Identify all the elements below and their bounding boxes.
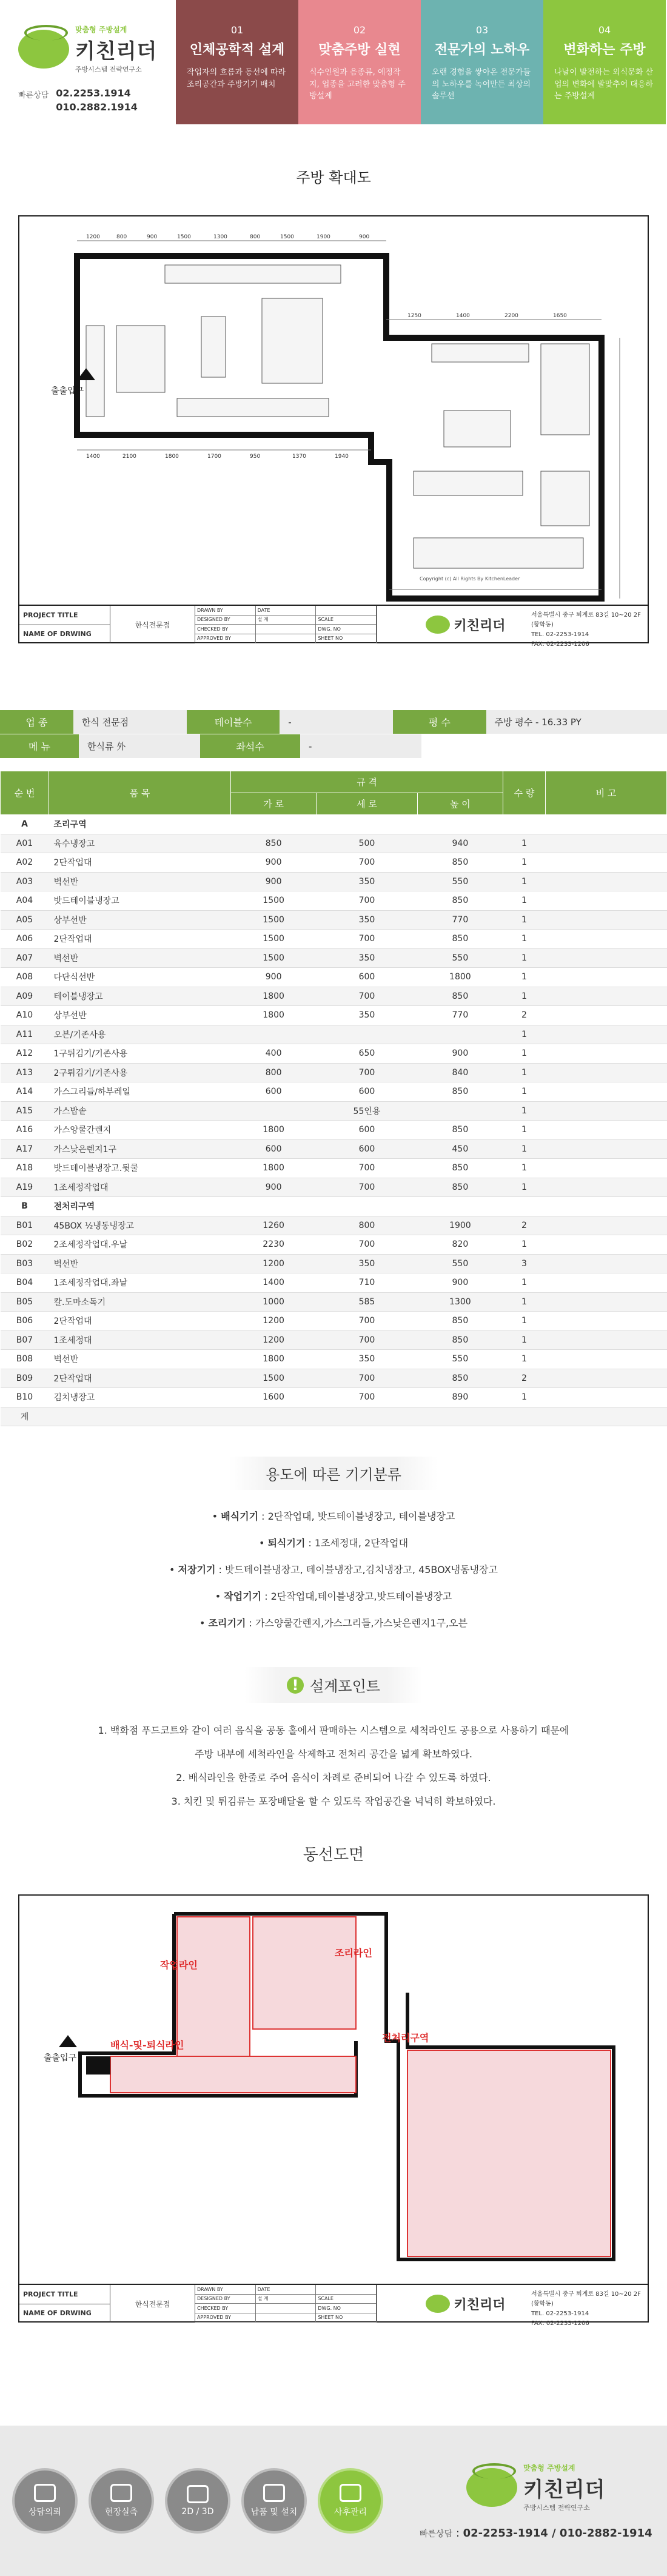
table-row: A02 2단작업대 900 700 850 1 [1, 853, 667, 873]
table-row: A09 테이블냉장고 1800 700 850 1 [1, 987, 667, 1006]
info-key: 평 수 [393, 710, 486, 734]
logo[interactable] [18, 24, 176, 74]
info-row [0, 710, 667, 734]
info-value: - [280, 710, 393, 734]
logo-inst: 주방시스템 전략연구소 [75, 65, 142, 73]
feature-card-04 [543, 0, 666, 124]
table-row: B02 2조세정작업대.우날 2230 700 820 1 [1, 1235, 667, 1255]
table-row: B 전처리구역 [1, 1197, 667, 1216]
plan-dimension: 1250 [407, 313, 421, 319]
table-row: A10 상부선반 1800 350 770 2 [1, 1006, 667, 1025]
tb-name-of-drawing: NAME OF DRWING [23, 630, 92, 639]
flow-label-cook: 조리라인 [335, 1947, 372, 1959]
category-section [0, 1457, 667, 1637]
design-point-line: 1. 백화점 푸드코트와 같이 여러 음식을 공동 홀에서 판매하는 시스템으로 세척라인도 공용으로 사용하기 때문에 [98, 1725, 569, 1736]
tb-logo: 키친리더 [405, 606, 526, 643]
flow-entrance-label: 출출입구 [44, 2053, 77, 2063]
header [0, 0, 667, 124]
floor-plan-svg [19, 216, 648, 605]
plan-dimension: 2100 [122, 454, 136, 460]
feature-desc: 식수인원과 음종류, 예정작지, 업종을 고려한 맞춤형 주방설계 [309, 68, 406, 101]
table-row: A01 육수냉장고 850 500 940 1 [1, 834, 667, 853]
info-value: 한식류 外 [79, 734, 200, 758]
th-qty: 수 량 [503, 771, 546, 815]
info-key: 업 종 [0, 710, 73, 734]
table-row: B05 칼.도마소독기 1000 585 1300 1 [1, 1292, 667, 1312]
th-no: 순 번 [1, 771, 49, 815]
plan-dimension: 800 [116, 234, 127, 240]
plan-dimension: 1940 [335, 454, 349, 460]
logo-badge [18, 30, 69, 69]
table-row: 계 [1, 1407, 667, 1426]
category-item: • 작업기기 : 2단작업대,테이블냉장고,밧드테이블냉장고 [215, 1591, 452, 1602]
table-row: B04 1조세정작업대.좌날 1400 710 900 1 [1, 1273, 667, 1293]
plan-copyright: Copyright (c) All Rights By KitchenLeader [420, 576, 520, 582]
design-point-line: 주방 내부에 세척라인을 삭제하고 전처리 공간을 넓게 확보하였다. [194, 1748, 472, 1760]
floor-plan-drawing [18, 215, 649, 648]
plan-dimension: 1500 [280, 234, 294, 240]
brand [0, 0, 176, 124]
table-row: A11 오븐/기존사용 1 [1, 1025, 667, 1044]
feature-desc: 나날이 발전하는 외식문화 산업의 변화에 발맞추어 대응하는 주방설계 [554, 68, 654, 101]
info-value: 주방 평수 - 16.33 PY [486, 710, 667, 734]
tb-project-title: PROJECT TITLE [19, 606, 110, 625]
phone-2[interactable]: 010.2882.1914 [56, 101, 138, 113]
table-row: A19 1조세정작업대 900 700 850 1 [1, 1178, 667, 1197]
th-width: 가 로 [231, 793, 317, 815]
contact-label: 빠른상담 [18, 91, 49, 100]
design-points [0, 1667, 667, 1813]
table-row: A03 벽선반 900 350 550 1 [1, 872, 667, 891]
feature-title: 인체공학적 설계 [189, 42, 285, 58]
table-row: A06 2단작업대 1500 700 850 1 [1, 930, 667, 949]
plan-dimension: 800 [250, 234, 261, 240]
info-row [0, 734, 667, 759]
th-item: 품 목 [49, 771, 231, 815]
th-size: 규 격 [231, 771, 503, 793]
plan-dimension: 1700 [207, 454, 221, 460]
table-row: B03 벽선반 1200 350 550 3 [1, 1254, 667, 1273]
info-key: 테이블수 [187, 710, 280, 734]
th-note: 비 고 [546, 771, 667, 815]
feature-number: 04 [598, 24, 611, 36]
table-row: A13 2구튀김기/기존사용 800 700 840 1 [1, 1063, 667, 1082]
flow-label-work: 작업라인 [160, 1959, 198, 1971]
feature-desc: 오랜 경험을 쌓아온 전문가들의 노하우를 녹여만든 최상의 솔루션 [432, 68, 531, 101]
plan-dimension: 1650 [553, 313, 567, 319]
service-step-3[interactable]: 2D / 3D [165, 2468, 230, 2534]
plan-dimension: 900 [147, 234, 158, 240]
table-row: B01 45BOX ½냉동냉장고 1260 800 1900 2 [1, 1216, 667, 1235]
phone-1[interactable]: 02.2253.1914 [56, 87, 131, 99]
plan-dimension: 950 [250, 454, 261, 460]
footer-contact[interactable]: 빠른상담 : 02-2253-1914 / 010-2882-1914 [420, 2526, 652, 2540]
project-info [0, 710, 667, 759]
contact [18, 87, 176, 113]
table-row: B09 2단작업대 1500 700 850 2 [1, 1369, 667, 1388]
th-height: 높 이 [417, 793, 503, 815]
plan-dimension: 2200 [504, 313, 518, 319]
flow-svg [19, 1896, 648, 2284]
flow-label-serve: 배식-및-퇴식라인 [110, 2039, 184, 2051]
table-row: A17 가스낮은렌지1구 600 600 450 1 [1, 1139, 667, 1159]
title-block [19, 605, 648, 648]
category-item: • 퇴식기기 : 1조세정대, 2단작업대 [258, 1537, 409, 1549]
flow-label-prep: 전처리구역 [382, 2032, 429, 2044]
step-icon [187, 2485, 209, 2503]
table-row: A08 다단식선반 900 600 1800 1 [1, 968, 667, 987]
feature-number: 01 [230, 24, 244, 36]
table-row: B07 1조세정대 1200 700 850 1 [1, 1330, 667, 1350]
flow-zone-cook [253, 1917, 356, 2029]
points-title: 설계포인트 [310, 1678, 380, 1695]
table-row: A18 밧드테이블냉장고.뒷쿨 1800 700 850 1 [1, 1159, 667, 1178]
tb-grid: DRAWN BY DATE DESIGNED BY 설 계 SCALE CHECKED BY DWG. NO APPROVED BY SHEET NO [195, 606, 377, 643]
info-value: - [300, 734, 421, 758]
flow-title: 동선도면 [303, 1846, 364, 1864]
info-value: 한식 전문점 [73, 710, 187, 734]
feature-card-02 [298, 0, 421, 124]
section-title-plan: 주방 확대도 [296, 169, 371, 186]
spec-table [0, 771, 667, 1426]
table-row: A15 가스밥솥 55인용 1 [1, 1101, 667, 1121]
step-icon [110, 2484, 132, 2502]
feature-desc: 작업자의 흐름과 동선에 따라 조리공간과 주방기기 배치 [187, 68, 286, 89]
step-icon [34, 2484, 56, 2502]
feature-strip [176, 0, 666, 124]
feature-title: 변화하는 주방 [563, 42, 646, 58]
plan-dimension: 1400 [86, 454, 100, 460]
service-step-1[interactable]: 상담의뢰 [12, 2468, 78, 2534]
plan-dimension: 900 [359, 234, 370, 240]
service-step-2[interactable]: 현장실측 [89, 2468, 154, 2534]
service-step-4[interactable]: 납품 및 설치 [241, 2468, 307, 2534]
footer-brand [420, 2463, 652, 2540]
plan-dimension: 1300 [213, 234, 227, 240]
feature-title: 맞춤주방 실현 [318, 42, 401, 58]
tb-address: 서울특별시 중구 퇴계로 83길 10~20 2F (황학동) TEL. 02-2253-1914 FAX. 02-2233-1206 [531, 612, 641, 648]
info-key: 좌석수 [200, 734, 300, 758]
footer [0, 2426, 667, 2576]
plan-dimension: 1900 [317, 234, 330, 240]
table-row: B06 2단작업대 1200 700 850 1 [1, 1312, 667, 1331]
feature-number: 02 [353, 24, 366, 36]
entrance-label: 출출입구 [51, 386, 84, 396]
plan-dimension: 1200 [86, 234, 100, 240]
step-icon [263, 2484, 285, 2502]
flow-drawing [18, 1894, 649, 2327]
info-key: 메 뉴 [0, 734, 79, 758]
table-row: A04 밧드테이블냉장고 1500 700 850 1 [1, 891, 667, 911]
step-icon [340, 2484, 361, 2502]
plan-dimension: 1500 [177, 234, 191, 240]
feature-number: 03 [475, 24, 489, 36]
table-row: A 조리구역 [1, 815, 667, 834]
flow-zone-serve [110, 2056, 356, 2093]
plan-equipment [165, 265, 341, 283]
category-item: • 저장기기 : 밧드테이블냉장고, 테이블냉장고,김치냉장고, 45BOX냉동냉장고 [169, 1564, 498, 1575]
flow-title-block: PROJECT TITLE NAME OF DRWING 한식전문점 DRAWN BY DATE DESIGNED BY 설 계 SCALE CHECKED BY DWG. NO APPROVED BY SHEET NO 키친리더 서울특별시 중구 퇴계로 83길 10~20 2F (황학동) TEL. 02-2253-1914 FAX. 02-2233-1206 [19, 2284, 648, 2323]
category-title: 용도에 따른 기기분류 [229, 1457, 438, 1490]
design-point-line: 3. 치킨 및 튀김류는 포장배달을 할 수 있도록 작업공간을 넉넉히 확보하였다. [171, 1796, 496, 1807]
table-row: A12 1구튀김기/기존사용 400 650 900 1 [1, 1044, 667, 1064]
feature-card-01 [176, 0, 298, 124]
service-step-5[interactable]: 사후관리 [318, 2468, 383, 2534]
table-row: A07 벽선반 1500 350 550 1 [1, 948, 667, 968]
design-point-line: 2. 배식라인을 한줄로 주어 음식이 차례로 준비되어 나갈 수 있도록 하였다. [176, 1772, 491, 1783]
logo-name: 키친리더 [75, 39, 158, 64]
flow-entrance-icon [59, 2035, 77, 2047]
flow-zone-prep [407, 2050, 611, 2256]
exclamation-icon: ! [287, 1677, 304, 1694]
footer-logo[interactable]: 맞춤형 주방설계 키친리더 주방시스템 전략연구소 [466, 2463, 605, 2512]
table-row: B08 벽선반 1800 350 550 1 [1, 1350, 667, 1369]
logo-sub: 맞춤형 주방설계 [75, 25, 127, 34]
th-depth: 세 로 [317, 793, 418, 815]
flow-zone-work [177, 1917, 250, 2062]
plan-dimension: 1400 [456, 313, 470, 319]
table-row: A05 상부선반 1500 350 770 1 [1, 910, 667, 930]
category-item: • 조리기기 : 가스양쿨간렌지,가스그리들,가스낮은렌지1구,오븐 [199, 1617, 468, 1629]
category-item: • 배식기기 : 2단작업대, 밧드테이블냉장고, 테이블냉장고 [212, 1511, 455, 1522]
tb-project-name: 한식전문점 [110, 606, 195, 643]
table-row: B10 김치냉장고 1600 700 890 1 [1, 1388, 667, 1407]
feature-title: 전문가의 노하우 [434, 42, 530, 58]
table-row: A16 가스양쿨간렌지 1800 600 850 1 [1, 1121, 667, 1140]
table-row: A14 가스그리들/하부레일 600 600 850 1 [1, 1082, 667, 1102]
feature-card-03 [421, 0, 543, 124]
plan-dimension: 1800 [165, 454, 179, 460]
plan-dimension: 1370 [292, 454, 306, 460]
